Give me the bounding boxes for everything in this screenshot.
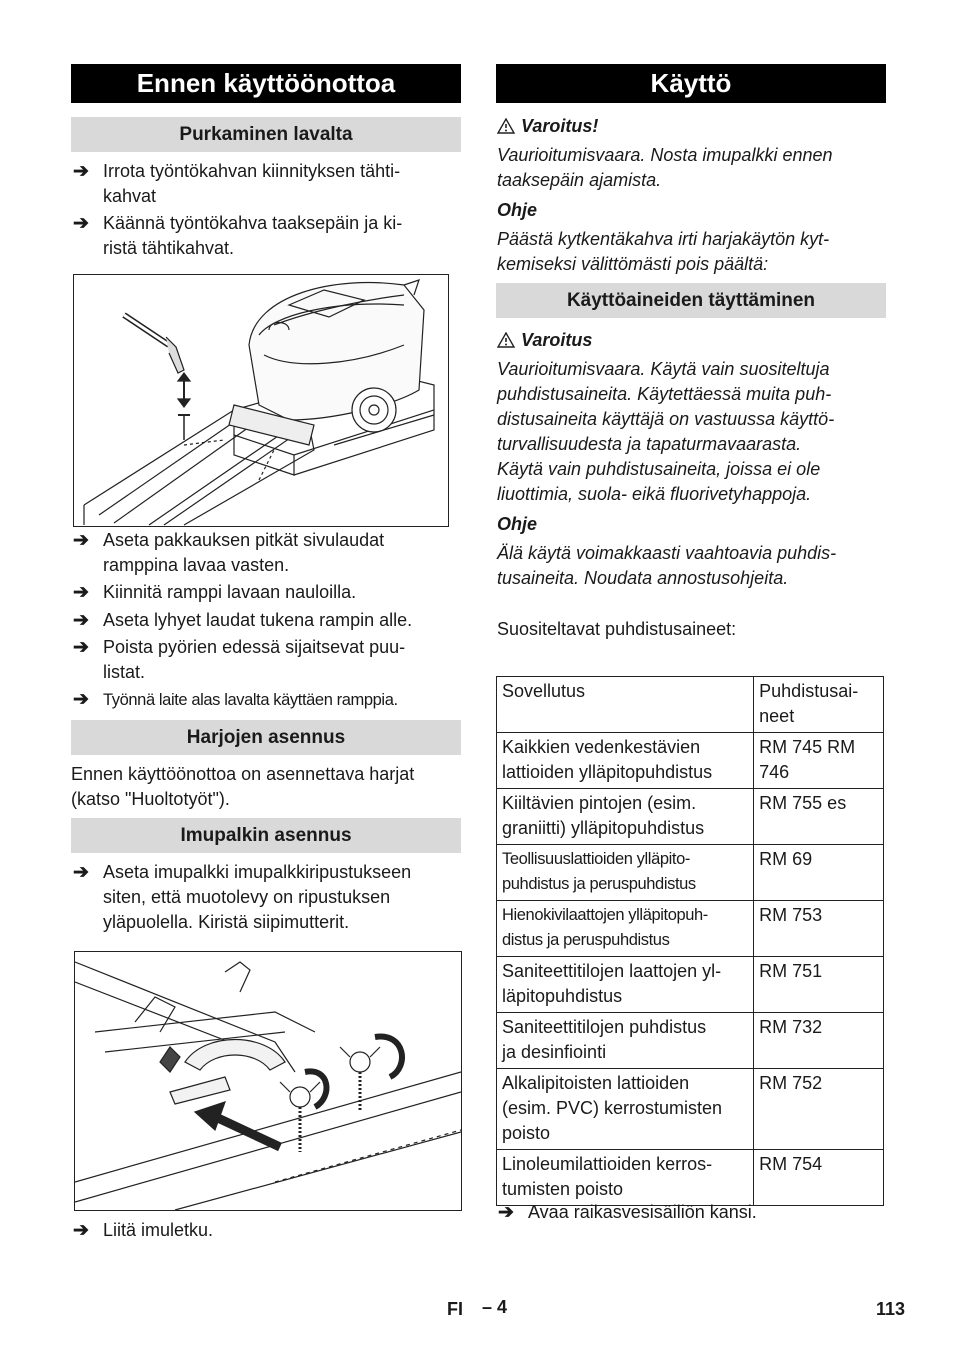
cleaning-agents-table <box>496 676 884 1206</box>
arrow-right-icon: ➔ <box>73 213 89 234</box>
subheading-purkaminen: Purkaminen lavalta <box>71 117 461 152</box>
table-row <box>497 901 884 957</box>
table-row <box>497 733 884 789</box>
table-cell: RM 754 <box>754 1150 884 1206</box>
table-row <box>497 1013 884 1069</box>
warning-heading-2: Varoitus <box>497 328 887 353</box>
bullet-item: ➔ Aseta imupalkki imupalkkiripustukseen siten, että muotolevy on ripustuksen yläpuolella. Kiristä siipimutterit. <box>73 862 412 932</box>
section-title-right: Käyttö <box>496 64 886 103</box>
bullet-item: ➔ Työnnä laite alas lavalta käyttäen ramppia. <box>73 689 398 710</box>
bullet-item: ➔ Aseta pakkauksen pitkät sivulaudat ramppina lavaa vasten. <box>73 530 385 575</box>
subheading-imupalkin: Imupalkin asennus <box>71 818 461 853</box>
table-cell: Kiiltävien pintojen (esim. graniitti) ylläpitopuhdistus <box>497 789 754 845</box>
bullet-item: ➔ Käännä työntökahva taaksepäin ja ki- ristä tähtikahvat. <box>73 213 403 258</box>
table-header-cell: Puhdistusai- neet <box>754 677 884 733</box>
table-row <box>497 789 884 845</box>
recommended-label: Suositeltavat puhdistusaineet: <box>497 619 737 639</box>
arrow-right-icon: ➔ <box>73 689 89 710</box>
bullet-item: ➔ Kiinnitä ramppi lavaan nauloilla. <box>73 582 357 603</box>
table-cell: Teollisuuslattioiden ylläpito- puhdistus ja peruspuhdistus <box>497 845 754 901</box>
warning-text-1: Vaurioitumisvaara. Nosta imupalkki ennen taaksepäin ajamista. <box>497 145 833 190</box>
arrow-right-icon: ➔ <box>73 610 89 631</box>
pallet-unpacking-illustration <box>73 274 449 527</box>
arrow-right-icon: ➔ <box>73 862 89 883</box>
table-header-row <box>497 677 884 733</box>
table-cell: RM 745 RM 746 <box>754 733 884 789</box>
bullet-item: ➔ Poista pyörien edessä sijaitsevat puu- listat. <box>73 637 406 682</box>
table-cell: Saniteettitilojen puhdistus ja desinfiointi <box>497 1013 754 1069</box>
table-row <box>497 957 884 1013</box>
arrow-right-icon: ➔ <box>73 161 89 182</box>
subheading-kayttoaineiden: Käyttöaineiden täyttäminen <box>496 283 886 318</box>
table-cell: Linoleumilattioiden kerros- tumisten poisto <box>497 1150 754 1206</box>
bullet-item: ➔ Aseta lyhyet laudat tukena rampin alle. <box>73 610 413 631</box>
table-cell: Alkalipitoisten lattioiden (esim. PVC) kerrostumisten poisto <box>497 1069 754 1150</box>
arrow-right-icon: ➔ <box>73 637 89 658</box>
subheading-harjojen: Harjojen asennus <box>71 720 461 755</box>
table-cell: RM 751 <box>754 957 884 1013</box>
note-text-1: Päästä kytkentäkahva irti harjakäytön kyt- kemiseksi välittömästi pois päältä: <box>497 229 830 274</box>
table-row <box>497 1150 884 1206</box>
arrow-right-icon: ➔ <box>73 530 89 551</box>
note-heading-1: Ohje <box>497 200 538 220</box>
table-cell: RM 69 <box>754 845 884 901</box>
table-cell: Saniteettitilojen laattojen yl- läpitopuhdistus <box>497 957 754 1013</box>
squeegee-mounting-illustration <box>74 951 462 1211</box>
table-row <box>497 1069 884 1150</box>
section-title-left: Ennen käyttöönottoa <box>71 64 461 103</box>
note-text-2: Älä käytä voimakkaasti vaahtoavia puhdis- tusaineita. Noudata annostusohjeita. <box>497 543 837 588</box>
footer-language: FI <box>447 1299 463 1319</box>
table-cell: RM 753 <box>754 901 884 957</box>
table-row <box>497 845 884 901</box>
paragraph-harjat: Ennen käyttöönottoa on asennettava harjat (katso "Huoltotyöt"). <box>71 764 415 809</box>
bullet-item: ➔ Avaa raikasvesisäiliön kansi. <box>498 1202 757 1223</box>
arrow-right-icon: ➔ <box>73 1220 89 1241</box>
table-cell: Kaikkien vedenkestävien lattioiden ylläpitopuhdistus <box>497 733 754 789</box>
table-cell: RM 752 <box>754 1069 884 1150</box>
note-heading-2: Ohje <box>497 514 538 534</box>
footer-local-page: – 4 <box>482 1297 508 1317</box>
table-cell: RM 755 es <box>754 789 884 845</box>
arrow-right-icon: ➔ <box>498 1202 514 1223</box>
warning-triangle-icon <box>497 328 521 353</box>
bullet-item: ➔ Liitä imuletku. <box>73 1220 214 1241</box>
arrow-right-icon: ➔ <box>73 582 89 603</box>
table-cell: Hienokivilaattojen ylläpitopuh- distus ja peruspuhdistus <box>497 901 754 957</box>
warning-text-2: Vaurioitumisvaara. Käytä vain suositeltuja puhdistusaineita. Käytettäessä muita puh- distusaineita käyttäjä on vastuussa käyttö- turvallisuudesta ja tapaturmavaarasta. Käytä vain puhdistusaineita, joissa ei ole liuottimia, suola- eikä fluorivetyhappoja. <box>497 359 835 504</box>
table-cell: RM 732 <box>754 1013 884 1069</box>
warning-heading-1: Varoitus! <box>497 114 887 139</box>
bullet-item: ➔ Irrota työntökahvan kiinnityksen tähti- kahvat <box>73 161 401 206</box>
footer-page-number: 113 <box>876 1299 906 1319</box>
table-header-cell: Sovellutus <box>497 677 754 733</box>
warning-triangle-icon <box>497 114 521 139</box>
